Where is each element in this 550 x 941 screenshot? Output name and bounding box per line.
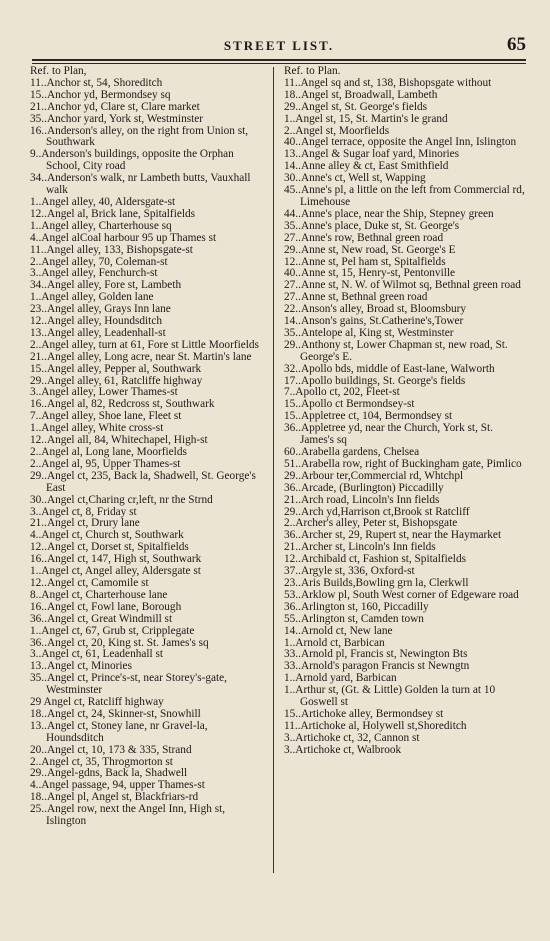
street-entry-text: 21..Angel ct, Drury lane [30, 517, 140, 530]
street-entry [30, 209, 268, 221]
street-entry-text: 15..Artichoke alley, Bermondsey st [284, 707, 444, 720]
street-entry [284, 221, 526, 233]
street-entry-text: 33..Arnold pl, Francis st, Newington Bts [284, 648, 468, 661]
street-entry-text: 27..Anne st, Bethnal green road [284, 291, 428, 304]
right-column [284, 66, 526, 757]
street-entry-text: 12..Angel all, 84, Whitechapel, High-st [30, 434, 208, 447]
street-entry-text: 45..Anne's pl, a little on the left from Commercial rd, Limehouse [284, 184, 525, 208]
street-entry-text: 2..Archer's alley, Peter st, Bishopsgate [284, 517, 458, 530]
ref-to-plan-heading: Ref. to Plan, [30, 65, 87, 77]
page-title: STREET LIST. [223, 38, 335, 53]
street-entry-text: 16..Angel al, 82, Redcross st, Southwark [30, 398, 215, 411]
street-entry-text: 15..Angel alley, Pepper al, Southwark [30, 362, 202, 375]
street-entry-text: 44..Anne's place, near the Ship, Stepney green [284, 207, 494, 220]
street-entry-text: 36..Angel ct, Great Windmill st [30, 612, 173, 625]
street-entry-text: 18..Angel st, Broadwall, Lambeth [284, 88, 438, 101]
street-entry-text: 1..Angel alley, Golden lane [30, 291, 154, 304]
street-entry-text: 29..Anne st, New road, St. George's E [284, 243, 456, 256]
street-list-right [284, 78, 526, 757]
street-entry [30, 149, 268, 173]
street-entry-text: 20..Angel ct, 10, 173 & 335, Strand [30, 743, 192, 756]
street-entry-text: 14..Arnold ct, New lane [284, 624, 393, 637]
ref-to-plan-heading: Ref. to Plan. [284, 65, 341, 77]
street-entry-text: 36..Arcade, (Burlington) Piccadilly [284, 481, 444, 494]
street-entry-text: 3..Angel ct, 8, Friday st [30, 505, 137, 518]
street-entry-text: 3..Artichoke ct, Walbrook [284, 743, 402, 756]
street-entry-text: 13..Angel ct, Minories [30, 660, 132, 673]
street-entry [30, 673, 268, 697]
street-entry-text: 30..Angel ct,Charing cr,left, nr the Strnd [30, 493, 213, 506]
street-entry-text: 8..Angel ct, Charterhouse lane [30, 588, 168, 601]
street-entry [284, 471, 526, 483]
street-entry-text: 34..Anderson's walk, nr Lambeth butts, Vauxhall walk [30, 172, 251, 197]
street-entry [284, 745, 526, 757]
street-entry-text: 29..Angel alley, 61, Ratcliffe highway [30, 374, 203, 387]
street-entry-text: 2..Angel ct, 35, Throgmorton st [30, 755, 173, 768]
street-entry-text: 12..Anne st, Pel ham st, Spitalfields [284, 255, 446, 268]
street-entry-text: 18..Angel pl, Angel st, Blackfriars-rd [30, 791, 199, 804]
street-entry-text: 1..Angel alley, White cross-st [30, 422, 164, 435]
street-entry-text: 2..Angel alley, 70, Coleman-st [30, 255, 168, 268]
street-entry-text: 36..Archer st, 29, Rupert st, near the Haymarket [284, 529, 502, 542]
street-entry [284, 245, 526, 257]
street-entry-text: 36..Arlington st, 160, Piccadilly [284, 600, 429, 613]
column-divider [273, 67, 274, 873]
street-entry [30, 471, 268, 495]
street-entry-text: 12..Angel ct, Camomile st [30, 576, 149, 589]
street-entry-text: 16..Angel ct, 147, High st, Southwark [30, 553, 202, 566]
street-entry [30, 114, 268, 126]
street-entry [284, 733, 526, 745]
street-entry-text: 29..Angel st, St. George's fields [284, 100, 428, 113]
street-entry-text: 2..Angel al, Long lane, Moorfields [30, 446, 187, 458]
street-entry [30, 233, 268, 245]
street-entry-text: 3..Angel alley, Fenchurch-st [30, 267, 158, 280]
street-entry-text: 2..Angel al, 95, Upper Thames-st [30, 457, 181, 470]
header-rule-thin [32, 63, 526, 64]
street-entry-text: 13..Angel alley, Leadenhall-st [30, 326, 166, 339]
street-entry-text: 21..Archer st, Lincoln's Inn fields [284, 541, 436, 554]
street-entry-text: 13..Angel ct, Stoney lane, nr Gravel-la, Houndsditch [30, 719, 208, 744]
street-entry [284, 614, 526, 626]
street-entry-text: 35..Anne's place, Duke st, St. George's [284, 219, 460, 232]
street-entry [30, 495, 268, 507]
street-entry-text: 36..Appletree yd, near the Church, York st, St. James's sq [284, 422, 493, 447]
street-entry-text: 14..Anne alley & ct, East Smithfield [284, 160, 449, 173]
street-entry-text: 7..Angel alley, Shoe lane, Fleet st [30, 410, 182, 423]
street-entry-text: 16..Anderson's alley, on the right from Union st, Southwark [30, 124, 249, 149]
street-entry-text: 1..Angel alley, 40, Aldersgate-st [30, 195, 176, 208]
street-entry [284, 209, 526, 221]
street-entry-text: 3..Angel alley, Lower Thames-st [30, 386, 178, 399]
street-entry [30, 352, 268, 364]
street-entry-text: 7..Apollo ct, 202, Fleet-st [284, 386, 400, 399]
street-entry-text: 12..Angel ct, Dorset st, Spitalfields [30, 541, 189, 554]
street-entry-text: 23..Angel alley, Grays Inn lane [30, 303, 171, 316]
street-entry-text: 15..Apollo ct Bermondsey-st [284, 398, 415, 411]
street-entry [30, 126, 268, 150]
street-entry-text: 32..Apollo bds, middle of East-lane, Walworth [284, 362, 495, 375]
street-entry [30, 804, 268, 828]
street-entry-text: 23..Aris Builds,Bowling grn la, Clerkwll [284, 576, 469, 589]
street-entry [30, 245, 268, 257]
street-entry [30, 745, 268, 757]
street-entry [284, 626, 526, 638]
street-entry-text: 21..Angel alley, Long acre, near St. Martin's lane [30, 350, 252, 363]
street-entry-text: 1..Arnold yard, Barbican [284, 672, 397, 685]
street-entry [284, 483, 526, 495]
street-entry [30, 590, 268, 602]
street-entry-text: 29..Angel ct, 235, Back la, Shadwell, St. George's East [30, 469, 256, 494]
street-entry-text: 11..Anchor st, 54, Shoreditch [30, 76, 163, 89]
street-entry-text: 22..Anson's alley, Broad st, Bloomsbury [284, 303, 467, 316]
street-entry-text: 12..Archibald ct, Fashion st, Spitalfields [284, 553, 466, 566]
street-entry-text: 16..Angel ct, Fowl lane, Borough [30, 600, 182, 613]
header-rule-thick [32, 59, 526, 61]
street-entry-text: 17..Apollo buildings, St. George's fields [284, 374, 466, 387]
street-entry [284, 423, 526, 447]
street-entry-text: 37..Argyle st, 336, Oxford-st [284, 565, 415, 578]
street-entry [30, 173, 268, 197]
street-entry-text: 25..Angel row, next the Angel Inn, High st, Islington [30, 803, 226, 828]
street-entry-text: 35..Anchor yard, York st, Westminster [30, 112, 204, 125]
street-entry [30, 364, 268, 376]
street-entry [30, 340, 268, 352]
street-entry [284, 685, 526, 709]
street-entry [30, 626, 268, 638]
street-entry-text: 13..Angel & Sugar loaf yard, Minories [284, 148, 460, 161]
street-entry [30, 102, 268, 114]
street-entry-text: 35..Antelope al, King st, Westminster [284, 326, 454, 339]
street-entry-text: 15..Appletree ct, 104, Bermondsey st [284, 410, 453, 423]
street-entry-text: 27..Anne's row, Bethnal green road [284, 231, 444, 244]
street-entry-text: 14..Anson's gains, St.Catherine's,Tower [284, 315, 464, 328]
street-entry-text: 11..Angel alley, 133, Bishopsgate-st [30, 243, 193, 256]
street-entry-text: 2..Angel alley, turn at 61, Fore st Little Moorfields [30, 338, 259, 351]
street-entry-text: 34..Angel alley, Fore st, Lambeth [30, 279, 182, 292]
street-entry-text: 35..Angel ct, Prince's-st, near Storey's-gate, Westminster [30, 672, 228, 697]
street-entry [284, 90, 526, 102]
street-entry-text: 53..Arklow pl, South West corner of Edgeware road [284, 588, 519, 601]
street-entry-text: 33..Arnold's paragon Francis st Newngtn [284, 660, 470, 673]
street-entry [30, 721, 268, 745]
street-entry-text: 27..Anne st, N. W. of Wilmot sq, Bethnal green road [284, 279, 521, 292]
street-entry-text: 12..Angel al, Brick lane, Spitalfields [30, 207, 196, 220]
street-entry [284, 102, 526, 114]
street-list-left [30, 78, 268, 828]
street-entry [284, 233, 526, 245]
street-entry-text: 1..Angel alley, Charterhouse sq [30, 219, 172, 232]
street-entry-text: 30..Anne's ct, Well st, Wapping [284, 172, 426, 185]
street-entry-text: 21..Arch road, Lincoln's Inn fields [284, 493, 440, 506]
street-entry-text: 4..Angel passage, 94, upper Thames-st [30, 779, 205, 792]
street-entry-text: 15..Anchor yd, Bermondsey sq [30, 88, 171, 101]
street-entry-text: 11..Artichoke al, Holywell st,Shoreditch [284, 719, 467, 732]
street-entry [30, 221, 268, 233]
street-entry [284, 185, 526, 209]
street-entry-text: 11..Angel sq and st, 138, Bishopsgate without [284, 76, 492, 89]
street-entry-text: 29..Arbour ter,Commercial rd, Whtchpl [284, 469, 464, 482]
street-entry-text: 1..Angel st, 15, St. Martin's le grand [284, 112, 448, 125]
street-entry [284, 495, 526, 507]
street-entry [284, 590, 526, 602]
street-entry [30, 614, 268, 626]
street-entry-text: 1..Arthur st, (Gt. & Little) Golden la turn at 10 Goswell st [284, 684, 496, 709]
street-entry-text: 29..Anthony st, Lower Chapman st, new road, St. George's E. [284, 338, 508, 363]
street-entry-text: 4..Angel alCoal harbour 95 up Thames st [30, 231, 217, 244]
left-column [30, 66, 268, 828]
street-entry-text: 2..Angel st, Moorfields [284, 124, 390, 137]
street-entry-text: 9..Anderson's buildings, opposite the Orphan School, City road [30, 148, 234, 173]
street-entry [30, 90, 268, 102]
street-entry-text: 40..Anne st, 15, Henry-st, Pentonville [284, 267, 456, 280]
street-entry-text: 40..Angel terrace, opposite the Angel Inn, Islington [284, 136, 517, 149]
street-entry-text: 21..Anchor yd, Clare st, Clare market [30, 100, 200, 113]
street-entry-text: 36..Angel ct, 20, King st. St. James's sq [30, 636, 209, 649]
page-number: 65 [507, 34, 526, 55]
street-entry [284, 721, 526, 733]
street-entry-text: 29 Angel ct, Ratcliff highway [30, 696, 164, 709]
street-entry [284, 114, 526, 126]
street-entry-text: 1..Angel ct, Angel alley, Aldersgate st [30, 565, 201, 578]
street-entry-text: 3..Artichoke ct, 32, Cannon st [284, 731, 420, 744]
street-entry [284, 340, 526, 364]
street-entry-text: 4..Angel ct, Church st, Southwark [30, 529, 184, 542]
street-entry-text: 29..Arch yd,Harrison ct,Brook st Ratcliff [284, 505, 470, 518]
street-entry [284, 602, 526, 614]
street-entry [284, 364, 526, 376]
street-entry-text: 55..Arlington st, Camden town [284, 612, 424, 625]
street-entry [30, 602, 268, 614]
street-entry-text: 29..Angel-gdns, Back la, Shadwell [30, 767, 188, 780]
street-entry-text: 1..Angel ct, 67, Grub st, Cripplegate [30, 624, 195, 637]
street-entry-text: 60..Arabella gardens, Chelsea [284, 446, 420, 458]
street-entry-text: 51..Arabella row, right of Buckingham gate, Pimlico [284, 457, 522, 470]
running-head [32, 36, 526, 56]
street-entry-text: 12..Angel alley, Houndsditch [30, 315, 162, 328]
street-entry-text: 1..Arnold ct, Barbican [284, 636, 385, 649]
street-entry-text: 18..Angel ct, 24, Skinner-st, Snowhill [30, 707, 201, 720]
street-entry-text: 3..Angel ct, 61, Leadenhall st [30, 648, 164, 661]
